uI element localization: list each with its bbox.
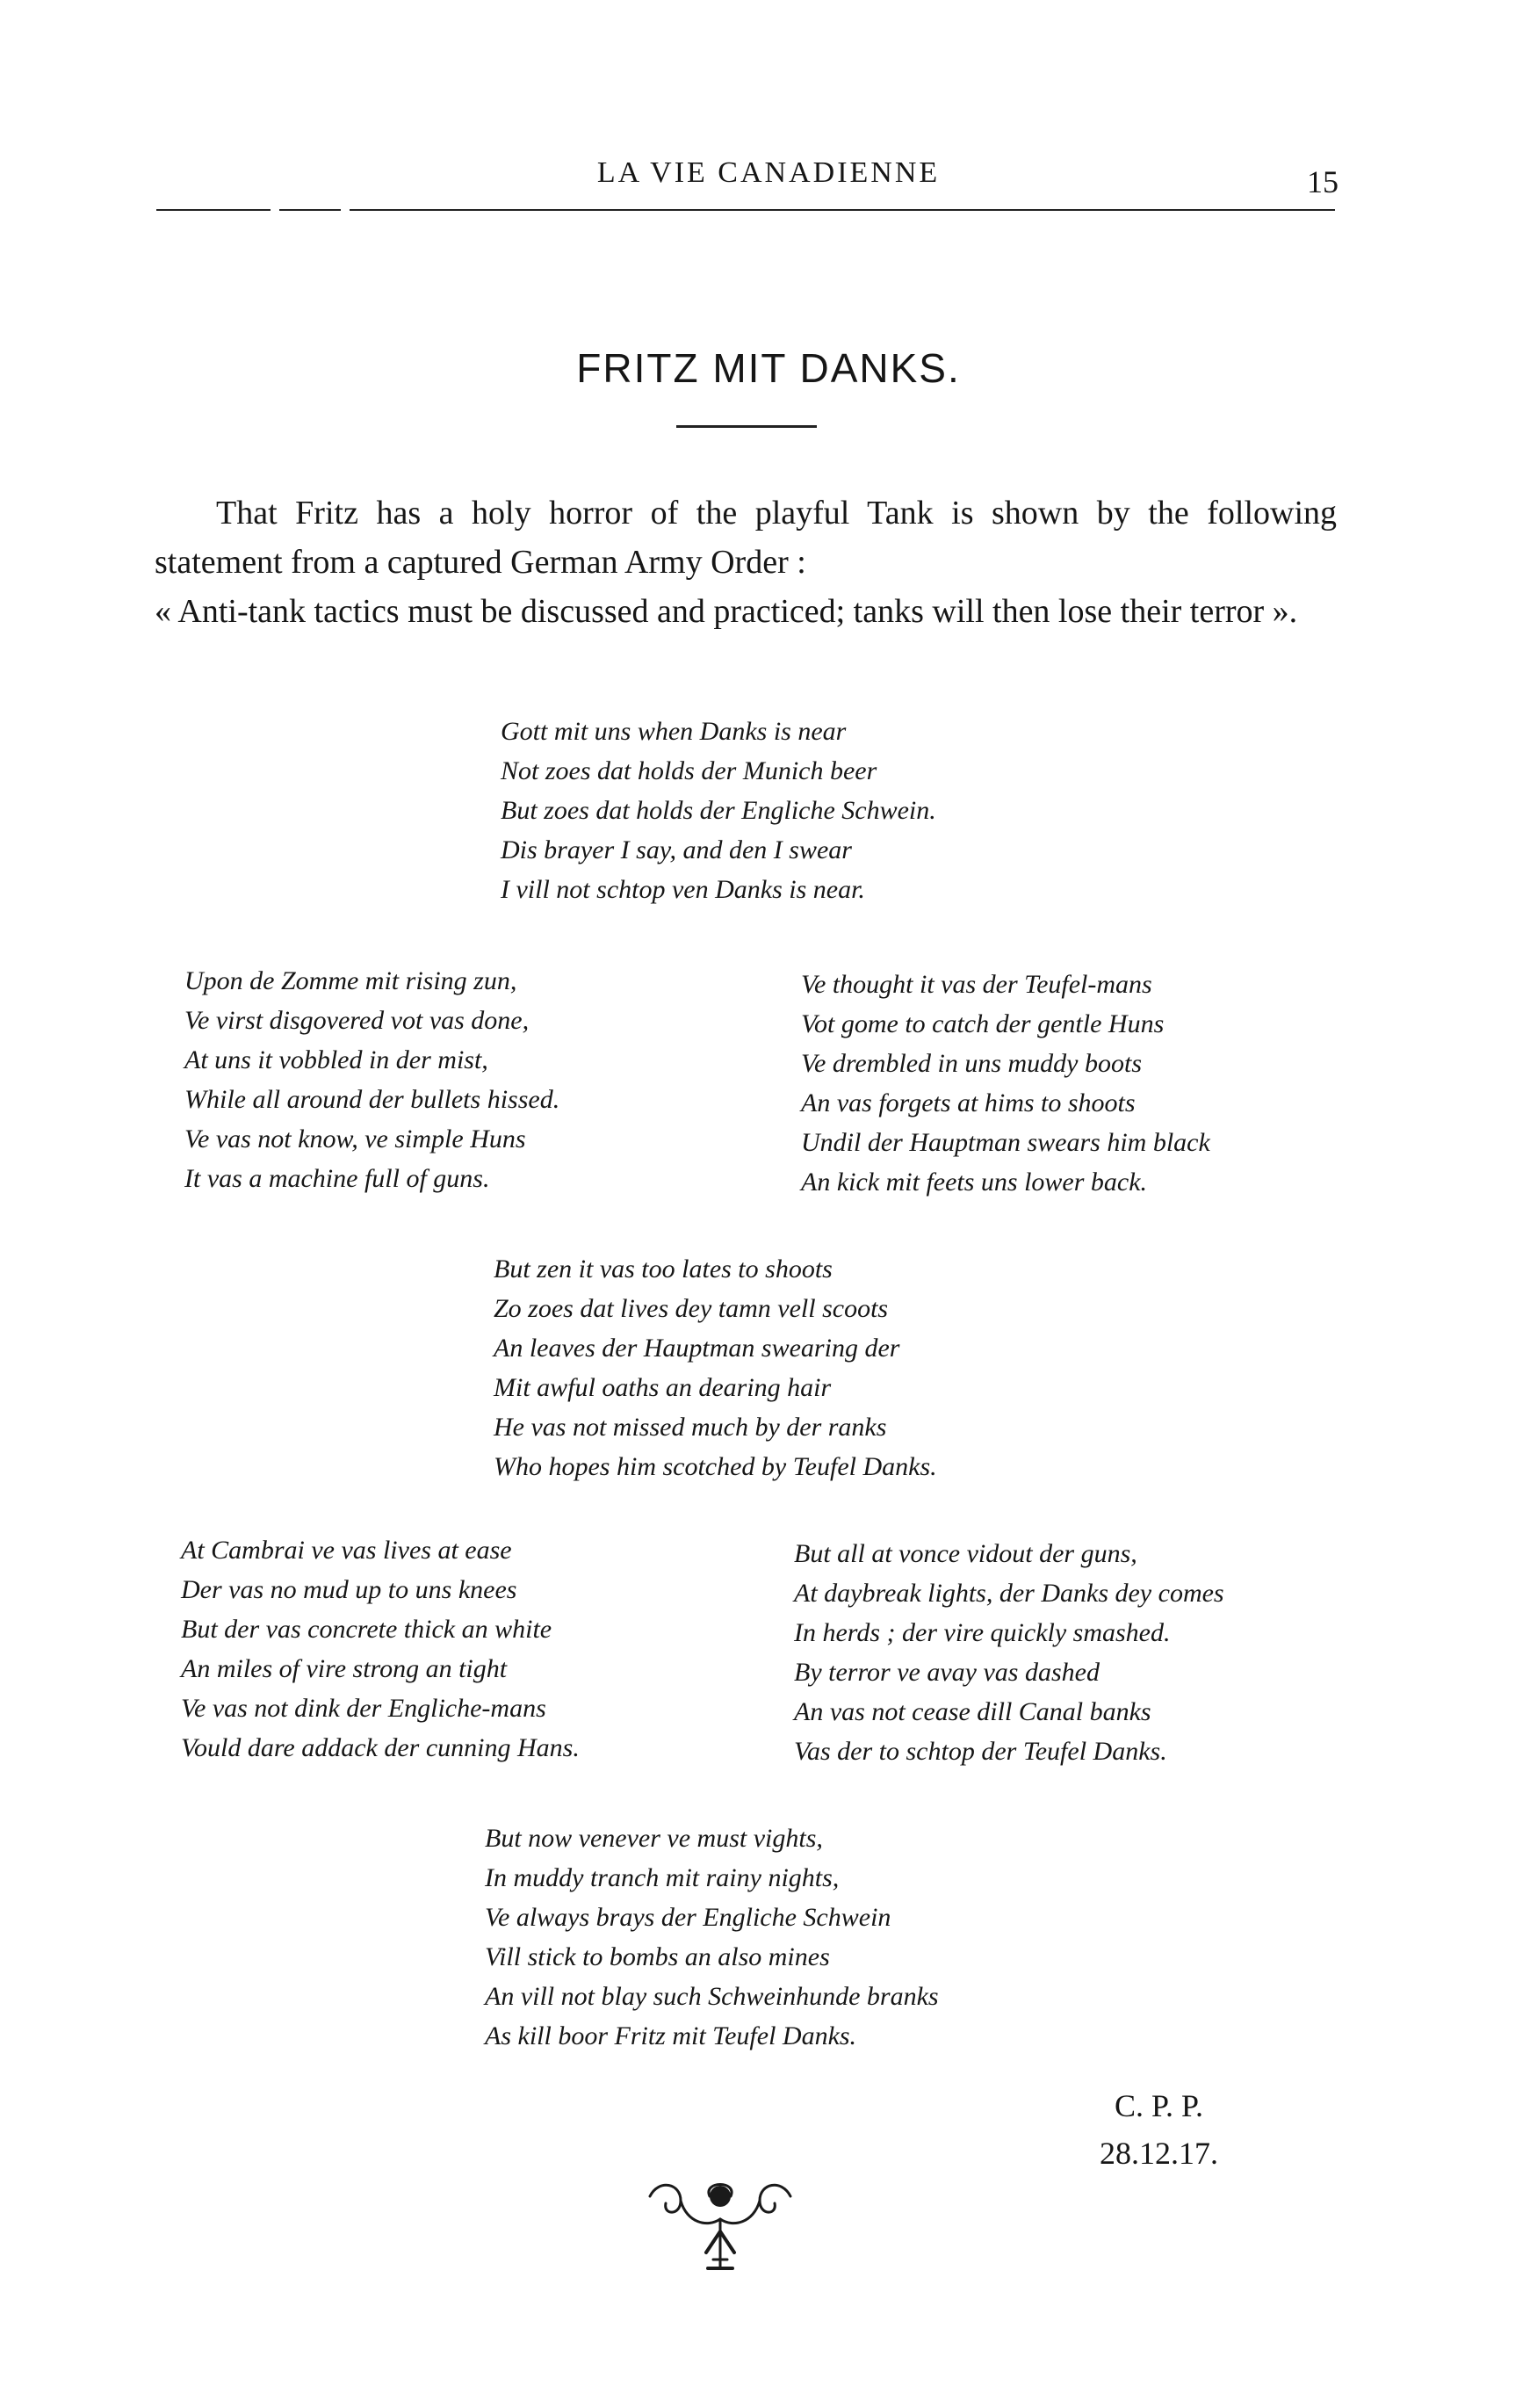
verse-line: In herds ; der vire quickly smashed. <box>794 1618 1171 1647</box>
verse-line: At daybreak lights, der Danks dey comes <box>794 1579 1224 1608</box>
verse-line: But zoes dat holds der Engliche Schwein. <box>501 796 936 825</box>
verse-line: Ve virst disgovered vot vas done, <box>184 1006 530 1035</box>
verse-line: But zen it vas too lates to shoots <box>494 1255 833 1284</box>
verse-line: But now venever ve must vights, <box>485 1824 823 1853</box>
intro-quote: « Anti-tank tactics must be discussed and practiced; tanks will then lose their terror ». <box>155 593 1298 630</box>
verse-line: Ve vas not dink der Engliche-mans <box>181 1694 546 1723</box>
intro-text <box>155 488 1337 636</box>
header-rule-left-2 <box>279 209 341 211</box>
verse-line: Vas der to schtop der Teufel Danks. <box>794 1737 1167 1766</box>
verse-line: Ve drembled in uns muddy boots <box>801 1049 1143 1078</box>
verse-line: Der vas no mud up to uns knees <box>181 1575 517 1604</box>
verse-line: Ve thought it vas der Teufel-mans <box>801 970 1152 999</box>
verse-line: In muddy tranch mit rainy nights, <box>485 1863 840 1892</box>
header-rule <box>350 209 1335 211</box>
running-head: LA VIE CANADIENNE <box>596 156 941 189</box>
stanza-3 <box>801 965 1210 1202</box>
verse-line: An vas forgets at hims to shoots <box>801 1088 1136 1117</box>
verse-line: Ve always brays der Engliche Schwein <box>485 1903 891 1932</box>
date-line: 28.12.17. <box>1100 2136 1218 2171</box>
verse-line: Who hopes him scotched by Teufel Danks. <box>494 1452 937 1481</box>
verse-line: Ve vas not know, ve simple Huns <box>184 1124 526 1153</box>
verse-line: Dis brayer I say, and den I swear <box>501 835 852 864</box>
verse-line: Undil der Hauptman swears him black <box>801 1128 1210 1157</box>
verse-line: Mit awful oaths an dearing hair <box>494 1373 832 1402</box>
verse-line: Vill stick to bombs an also mines <box>485 1942 830 1971</box>
floral-vignette-icon <box>632 2161 808 2293</box>
verse-line: Zo zoes dat lives dey tamn vell scoots <box>494 1294 889 1323</box>
header-rule-left <box>156 209 271 211</box>
verse-line: Upon de Zomme mit rising zun, <box>184 966 517 995</box>
stanza-6 <box>794 1534 1224 1771</box>
verse-line: An vill not blay such Schweinhunde branks <box>485 1982 939 2011</box>
verse-line: An vas not cease dill Canal banks <box>794 1697 1151 1726</box>
signature-block <box>1100 2082 1218 2177</box>
title-rule <box>676 425 817 428</box>
verse-line: At Cambrai ve vas lives at ease <box>181 1536 512 1565</box>
verse-line: I vill not schtop ven Danks is near. <box>501 875 865 904</box>
verse-line: As kill boor Fritz mit Teufel Danks. <box>485 2021 857 2050</box>
verse-line: But der vas concrete thick an white <box>181 1615 552 1644</box>
verse-line: It vas a machine full of guns. <box>184 1164 490 1193</box>
verse-line: An miles of vire strong an tight <box>181 1654 508 1683</box>
verse-line: By terror ve avay vas dashed <box>794 1658 1100 1687</box>
verse-line: But all at vonce vidout der guns, <box>794 1539 1137 1568</box>
stanza-2 <box>184 961 559 1198</box>
author-initials: C. P. P. <box>1114 2088 1204 2123</box>
page-number: 15 <box>1307 164 1339 199</box>
verse-line: At uns it vobbled in der mist, <box>184 1045 488 1074</box>
verse-line: Not zoes dat holds der Munich beer <box>501 756 877 785</box>
stanza-4 <box>494 1249 937 1486</box>
stanza-7 <box>485 1819 939 2056</box>
intro-paragraph: That Fritz has a holy horror of the playful Tank is shown by the following statement from a captured German Army Order : <box>155 495 1337 581</box>
verse-line: An leaves der Hauptman swearing der <box>494 1334 900 1363</box>
stanza-1 <box>501 712 936 909</box>
verse-line: While all around der bullets hissed. <box>184 1085 560 1114</box>
verse-line: Vould dare addack der cunning Hans. <box>181 1733 580 1762</box>
verse-line: Gott mit uns when Danks is near <box>501 717 847 746</box>
verse-line: An kick mit feets uns lower back. <box>801 1168 1148 1197</box>
verse-line: He vas not missed much by der ranks <box>494 1413 887 1442</box>
article-title: FRITZ MIT DANKS. <box>576 345 961 391</box>
verse-line: Vot gome to catch der gentle Huns <box>801 1009 1165 1038</box>
stanza-5 <box>181 1530 580 1768</box>
